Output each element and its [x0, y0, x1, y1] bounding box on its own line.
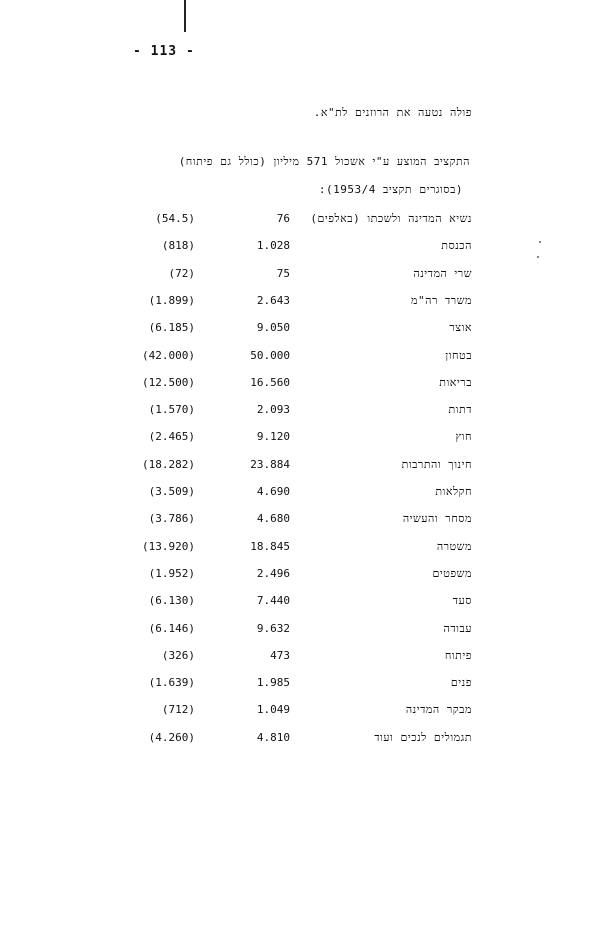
ministry-label: פיתוח [444, 648, 472, 662]
table-row [0, 512, 600, 532]
prev-year-value: (13.920) [142, 539, 195, 553]
ministry-label: עבודה [443, 621, 472, 635]
prev-year-value: (72) [168, 266, 195, 280]
margin-rule [184, 0, 186, 32]
budget-value: 76 [276, 212, 290, 225]
prev-year-value: (18.282) [142, 457, 195, 471]
budget-value: 473 [270, 648, 290, 662]
budget-value: 9.120 [256, 430, 290, 444]
budget-value: 9.050 [256, 321, 290, 335]
prev-year-value: (326) [161, 648, 195, 662]
budget-value: 9.632 [256, 621, 290, 635]
scan-speck [539, 241, 541, 243]
prev-year-value: (6.185) [148, 321, 195, 335]
prev-year-value: (3.786) [148, 512, 195, 526]
prev-year-value: (6.146) [148, 621, 195, 635]
ministry-label: משרד רה"מ [411, 293, 472, 307]
prev-year-value: (42.000) [142, 348, 195, 362]
prev-year-value: (6.130) [148, 594, 195, 608]
budget-value: 7.440 [256, 594, 290, 608]
table-row [0, 703, 600, 723]
scan-speck [537, 256, 539, 258]
prev-year-value: (712) [161, 703, 195, 717]
prev-year-value: (4.260) [148, 730, 195, 744]
budget-value: 2.496 [256, 566, 290, 580]
intro-line: פולה נטעה את הרוזנים לת"א. [313, 106, 472, 119]
table-row [0, 567, 600, 587]
budget-value: 23.884 [250, 457, 290, 471]
table-row [0, 594, 600, 614]
prev-year-value: (3.509) [148, 485, 195, 498]
budget-value: 2.093 [256, 403, 290, 417]
budget-value: 1.028 [256, 239, 290, 253]
ministry-label: משטרה [436, 539, 472, 553]
table-row [0, 430, 600, 450]
ministry-label: פנים [450, 676, 472, 690]
table-row [0, 676, 600, 696]
ministry-label: סעד [452, 594, 472, 608]
ministry-label: חקלאות [435, 485, 472, 498]
ministry-label: בטחון [445, 348, 472, 362]
ministry-label: נשיא המדינה ולשכתו (באלפים) [310, 212, 472, 225]
ministry-label: הכנסת [441, 239, 472, 253]
prev-year-value: (1.952) [148, 566, 195, 580]
budget-value: 1.049 [256, 703, 290, 717]
budget-value: 4.690 [256, 485, 290, 498]
table-row [0, 239, 600, 259]
budget-value: 1.985 [256, 676, 290, 690]
ministry-label: מבקר המדינה [405, 703, 472, 717]
prev-year-value: (54.5) [155, 212, 195, 225]
table-row [0, 321, 600, 341]
budget-value: 4.680 [256, 512, 290, 526]
table-row [0, 403, 600, 423]
prev-year-value: (12.500) [142, 375, 195, 389]
budget-value: 16.560 [250, 375, 290, 389]
table-row [0, 267, 600, 287]
ministry-label: משפטים [432, 566, 472, 580]
prev-year-value: (2.465) [148, 430, 195, 444]
unit-note: (בסוגרים תקציב 1953/4): [318, 183, 463, 196]
table-row [0, 731, 600, 751]
table-row [0, 458, 600, 478]
table-row [0, 212, 600, 232]
ministry-label: חינוך והתרבות [401, 457, 472, 471]
page-number: - 113 - [133, 44, 195, 59]
prev-year-value: (1.639) [148, 676, 195, 690]
table-row [0, 376, 600, 396]
table-row [0, 540, 600, 560]
budget-value: 2.643 [256, 293, 290, 307]
budget-value: 50.000 [250, 348, 290, 362]
ministry-label: מסחר והעשיה [402, 512, 472, 526]
table-row [0, 485, 600, 505]
ministry-label: חוץ [455, 430, 472, 444]
table-row [0, 622, 600, 642]
ministry-label: שרי המדינה [413, 266, 472, 280]
ministry-label: אוצר [449, 321, 472, 335]
table-row [0, 294, 600, 314]
budget-heading: התקציב המוצע ע"י אשכול 571 מיליון (כולל גם פיתוח) [178, 155, 470, 168]
budget-value: 75 [276, 266, 290, 280]
prev-year-value: (1.899) [148, 293, 195, 307]
ministry-label: תגמולים לנכים ועוד [374, 730, 472, 744]
prev-year-value: (818) [161, 239, 195, 253]
ministry-label: בריאות [439, 375, 472, 389]
prev-year-value: (1.570) [148, 403, 195, 417]
budget-value: 4.810 [256, 730, 290, 744]
table-row [0, 349, 600, 369]
ministry-label: דתות [448, 403, 472, 417]
table-row [0, 649, 600, 669]
budget-value: 18.845 [250, 539, 290, 553]
